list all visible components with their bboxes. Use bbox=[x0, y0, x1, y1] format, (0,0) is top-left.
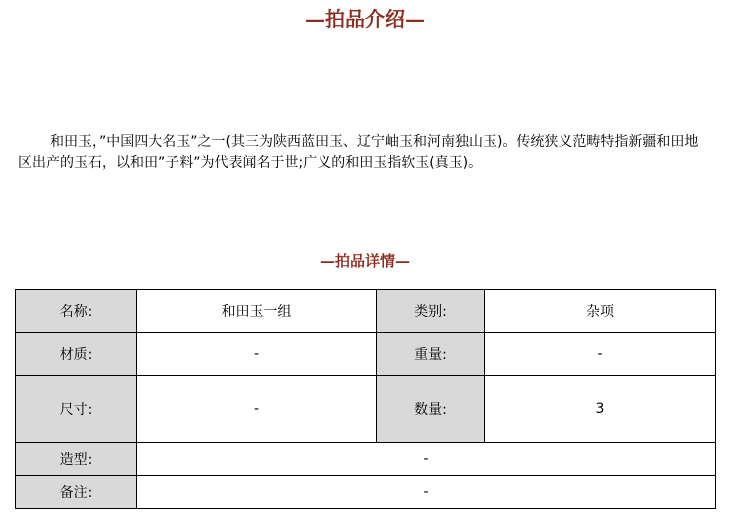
category-value: 杂项 bbox=[485, 290, 716, 333]
table-row bbox=[16, 443, 716, 476]
intro-paragraph: 和田玉，”中国四大名玉”之一(其三为陕西蓝田玉、辽宁岫玉和河南独山玉)。传统狭义范畴特指新疆和田地区出产的玉石，以和田”子料”为代表闻名于世;广义的和田玉指软玉(真玉)。 bbox=[18, 134, 699, 171]
category-label: 类别: bbox=[377, 290, 485, 333]
note-label: 备注: bbox=[16, 476, 137, 509]
details-table bbox=[15, 289, 716, 509]
material-label: 材质: bbox=[16, 333, 137, 376]
quantity-label: 数量: bbox=[377, 376, 485, 443]
table-row bbox=[16, 290, 716, 333]
weight-value: - bbox=[485, 333, 716, 376]
shape-label: 造型: bbox=[16, 443, 137, 476]
table-row bbox=[16, 333, 716, 376]
size-label: 尺寸: bbox=[16, 376, 137, 443]
page-title: —拍品介绍— bbox=[305, 7, 425, 31]
weight-label: 重量: bbox=[377, 333, 485, 376]
note-value: - bbox=[137, 476, 716, 509]
name-value: 和田玉一组 bbox=[137, 290, 377, 333]
quantity-value: 3 bbox=[485, 376, 716, 443]
shape-value: - bbox=[137, 443, 716, 476]
details-title: —拍品详情— bbox=[319, 252, 410, 270]
table-row bbox=[16, 476, 716, 509]
table-row bbox=[16, 376, 716, 443]
material-value: - bbox=[137, 333, 377, 376]
name-label: 名称: bbox=[16, 290, 137, 333]
size-value: - bbox=[137, 376, 377, 443]
